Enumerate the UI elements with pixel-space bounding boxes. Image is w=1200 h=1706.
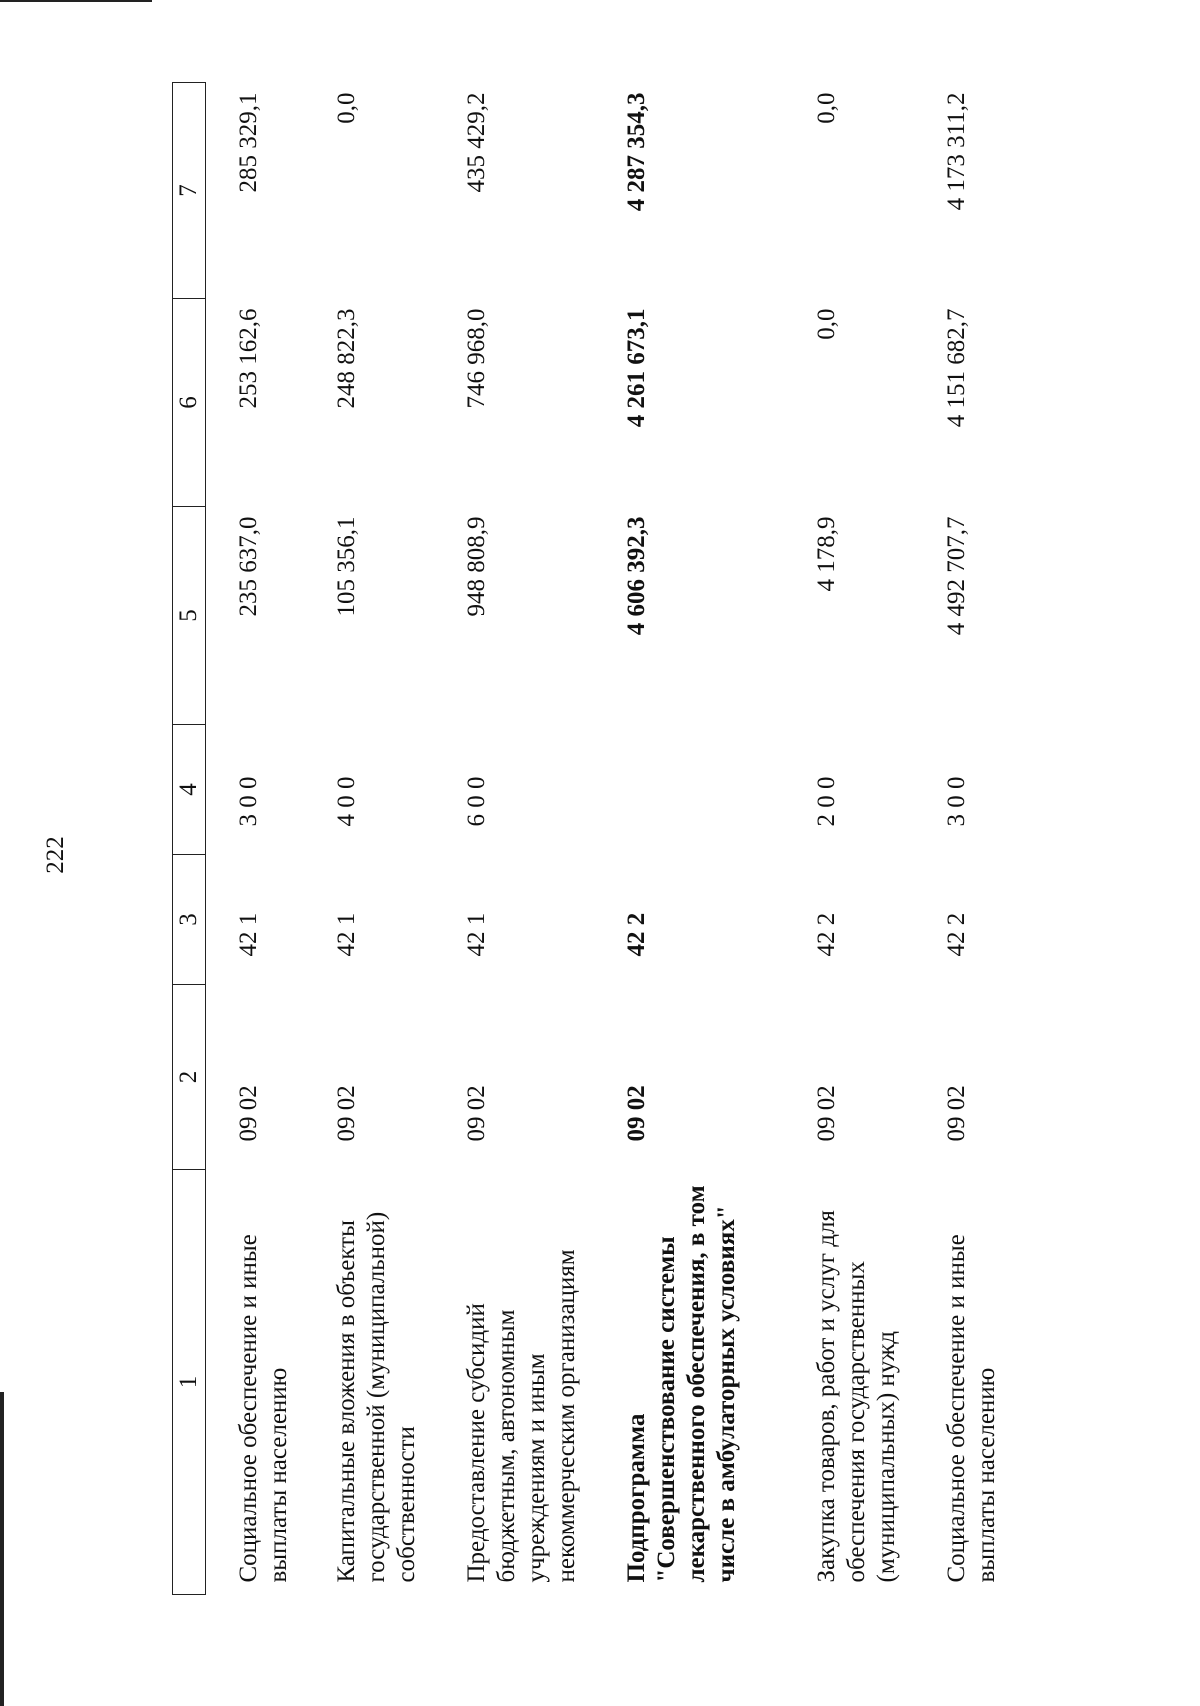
- row-name: Предоставление субсидий бюджетным, автономным учреждениям и иным некоммерческим организациям: [463, 1249, 580, 1583]
- value-col5: 4 178,9: [813, 516, 840, 592]
- expense-type-code: 3 0 0: [235, 776, 262, 827]
- value-col7: 0,0: [813, 92, 840, 124]
- value-col6: 4 261 673,1: [623, 308, 650, 428]
- column-header: 4: [173, 725, 206, 855]
- program-code: 42 2: [943, 912, 970, 957]
- program-code: 42 1: [235, 912, 262, 957]
- table-row: [434, 83, 594, 1595]
- value-col7: 285 329,1: [235, 92, 262, 193]
- value-col7: 4 287 354,3: [623, 92, 650, 212]
- value-col5: 4 492 707,7: [943, 516, 970, 636]
- scan-edge-left: [0, 1392, 4, 1706]
- expense-type-code: 3 0 0: [943, 776, 970, 827]
- section-code: 09 02: [623, 1085, 650, 1142]
- table-row-subprogram: [594, 83, 784, 1595]
- value-col7: 4 173 311,2: [943, 92, 970, 211]
- value-col5: 4 606 392,3: [623, 516, 650, 636]
- expense-type-code: [594, 725, 784, 855]
- section-code: 09 02: [463, 1085, 490, 1142]
- rotated-page-content: [20, 55, 1000, 1655]
- row-name: Закупка товаров, работ и услуг для обеспечения государственных (муниципальных) нужд: [813, 1210, 900, 1583]
- value-col5: 948 808,9: [463, 516, 490, 617]
- budget-table: [172, 82, 1012, 1595]
- column-header: 5: [173, 507, 206, 725]
- table-row: [206, 83, 305, 1595]
- section-code: 09 02: [813, 1085, 840, 1142]
- section-code: 09 02: [943, 1085, 970, 1142]
- expense-type-code: 4 0 0: [333, 776, 360, 827]
- column-header: 6: [173, 299, 206, 507]
- row-name: Капитальные вложения в объекты государственной (муниципальной) собственности: [333, 1211, 420, 1583]
- page-number: 222: [42, 836, 69, 874]
- row-name: Подпрограмма "Совершенствование системы лекарственного обеспечения, в том числе в амбулаторных условиях": [623, 1185, 740, 1583]
- value-col6: 4 151 682,7: [943, 308, 970, 428]
- row-name: Социальное обеспечение и иные выплаты населению: [943, 1234, 1000, 1583]
- scan-edge-top: [0, 0, 152, 2]
- value-col5: 235 637,0: [235, 516, 262, 617]
- section-code: 09 02: [333, 1085, 360, 1142]
- table-row: [914, 83, 1012, 1595]
- program-code: 42 2: [813, 912, 840, 957]
- value-col6: 248 822,3: [333, 308, 360, 409]
- value-col6: 253 162,6: [235, 308, 262, 409]
- section-code: 09 02: [235, 1085, 262, 1142]
- value-col7: 0,0: [333, 92, 360, 124]
- table-row: [304, 83, 434, 1595]
- column-header: 3: [173, 855, 206, 985]
- value-col6: 0,0: [813, 308, 840, 340]
- header-row: [173, 83, 206, 1595]
- row-name: Социальное обеспечение и иные выплаты населению: [235, 1234, 292, 1583]
- program-code: 42 1: [333, 912, 360, 957]
- column-header: 1: [173, 1170, 206, 1595]
- expense-type-code: 6 0 0: [463, 776, 490, 827]
- value-col6: 746 968,0: [463, 308, 490, 409]
- program-code: 42 1: [463, 912, 490, 957]
- column-header: 7: [173, 83, 206, 299]
- expense-type-code: 2 0 0: [813, 776, 840, 827]
- table-row: [784, 83, 914, 1595]
- value-col7: 435 429,2: [463, 92, 490, 193]
- column-header: 2: [173, 985, 206, 1170]
- program-code: 42 2: [623, 912, 650, 957]
- value-col5: 105 356,1: [333, 516, 360, 617]
